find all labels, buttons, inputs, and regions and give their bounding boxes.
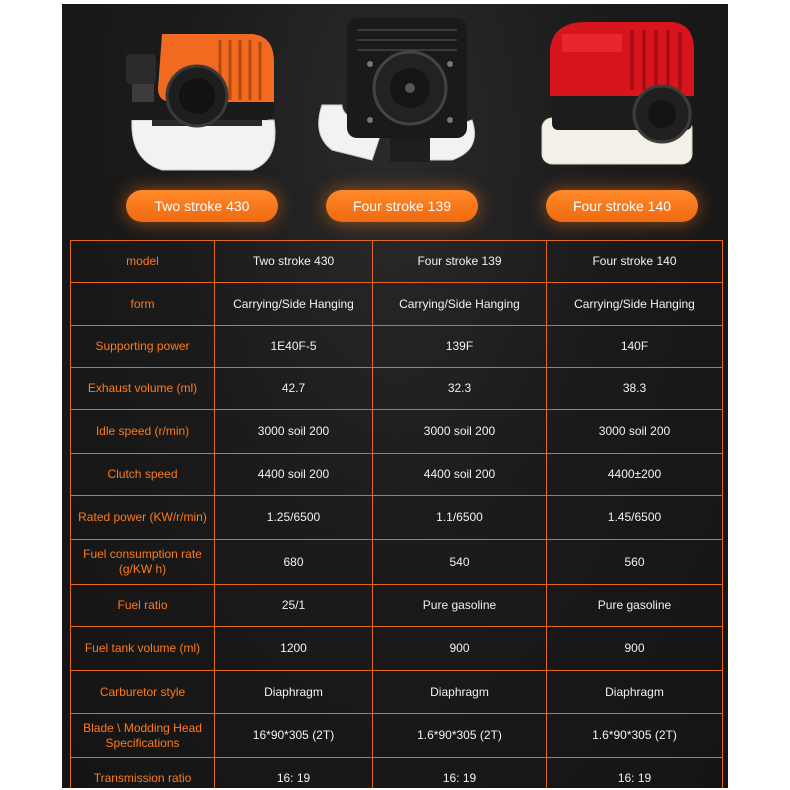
row-value: 3000 soil 200 [373,410,547,454]
row-value: 1.1/6500 [373,496,547,540]
row-value: Four stroke 139 [373,241,547,283]
row-label: Fuel ratio [71,585,215,627]
row-value: 16: 19 [215,758,373,789]
product-label: Four stroke 140 [546,190,698,222]
table-row [71,627,723,671]
row-value: 25/1 [215,585,373,627]
row-label: Transmission ratio [71,758,215,789]
product-two-stroke-430 [102,4,302,229]
table-row [71,758,723,789]
row-value: Diaphragm [373,671,547,714]
spec-table [70,240,723,788]
row-label: Fuel tank volume (ml) [71,627,215,671]
table-row [71,368,723,410]
product-label: Four stroke 139 [326,190,478,222]
row-value: 4400 soil 200 [215,454,373,496]
row-label: Rated power (KW/r/min) [71,496,215,540]
row-value: Two stroke 430 [215,241,373,283]
row-value: 560 [547,540,723,585]
row-value: 38.3 [547,368,723,410]
row-label: Blade \ Modding Head Specifications [71,714,215,758]
table-row [71,585,723,627]
row-label: Carburetor style [71,671,215,714]
table-row [71,540,723,585]
row-value: 1200 [215,627,373,671]
row-value: Pure gasoline [547,585,723,627]
table-row [71,241,723,283]
table-row [71,671,723,714]
row-value: 16: 19 [547,758,723,789]
row-value: Four stroke 140 [547,241,723,283]
table-row [71,283,723,326]
product-gallery [62,4,728,229]
row-value: 1.45/6500 [547,496,723,540]
row-value: 16: 19 [373,758,547,789]
row-value: Diaphragm [547,671,723,714]
row-value: Diaphragm [215,671,373,714]
spec-table-body [71,241,723,789]
row-value: 3000 soil 200 [547,410,723,454]
row-value: 140F [547,326,723,368]
table-row [71,410,723,454]
row-value: Carrying/Side Hanging [547,283,723,326]
table-row [71,714,723,758]
row-value: 42.7 [215,368,373,410]
row-value: 900 [373,627,547,671]
row-label: Supporting power [71,326,215,368]
row-label: form [71,283,215,326]
row-value: 680 [215,540,373,585]
table-row [71,326,723,368]
table-row [71,496,723,540]
row-value: Carrying/Side Hanging [215,283,373,326]
product-label: Two stroke 430 [126,190,278,222]
row-value: 1.6*90*305 (2T) [547,714,723,758]
row-value: 139F [373,326,547,368]
row-label: Clutch speed [71,454,215,496]
four-stroke-139-engine-icon [302,10,502,185]
product-four-stroke-140 [522,4,722,229]
row-value: 1.25/6500 [215,496,373,540]
row-label: Idle speed (r/min) [71,410,215,454]
row-value: 32.3 [373,368,547,410]
table-row [71,454,723,496]
row-label: Fuel consumption rate (g/KW h) [71,540,215,585]
four-stroke-140-engine-icon [522,10,722,185]
row-value: 1E40F-5 [215,326,373,368]
row-value: 16*90*305 (2T) [215,714,373,758]
row-value: Carrying/Side Hanging [373,283,547,326]
spec-panel [62,4,728,788]
row-value: 540 [373,540,547,585]
row-value: 1.6*90*305 (2T) [373,714,547,758]
row-label: model [71,241,215,283]
row-value: 900 [547,627,723,671]
row-value: 4400 soil 200 [373,454,547,496]
row-value: 3000 soil 200 [215,410,373,454]
row-label: Exhaust volume (ml) [71,368,215,410]
product-four-stroke-139 [302,4,502,229]
two-stroke-engine-icon [102,10,302,185]
row-value: 4400±200 [547,454,723,496]
row-value: Pure gasoline [373,585,547,627]
